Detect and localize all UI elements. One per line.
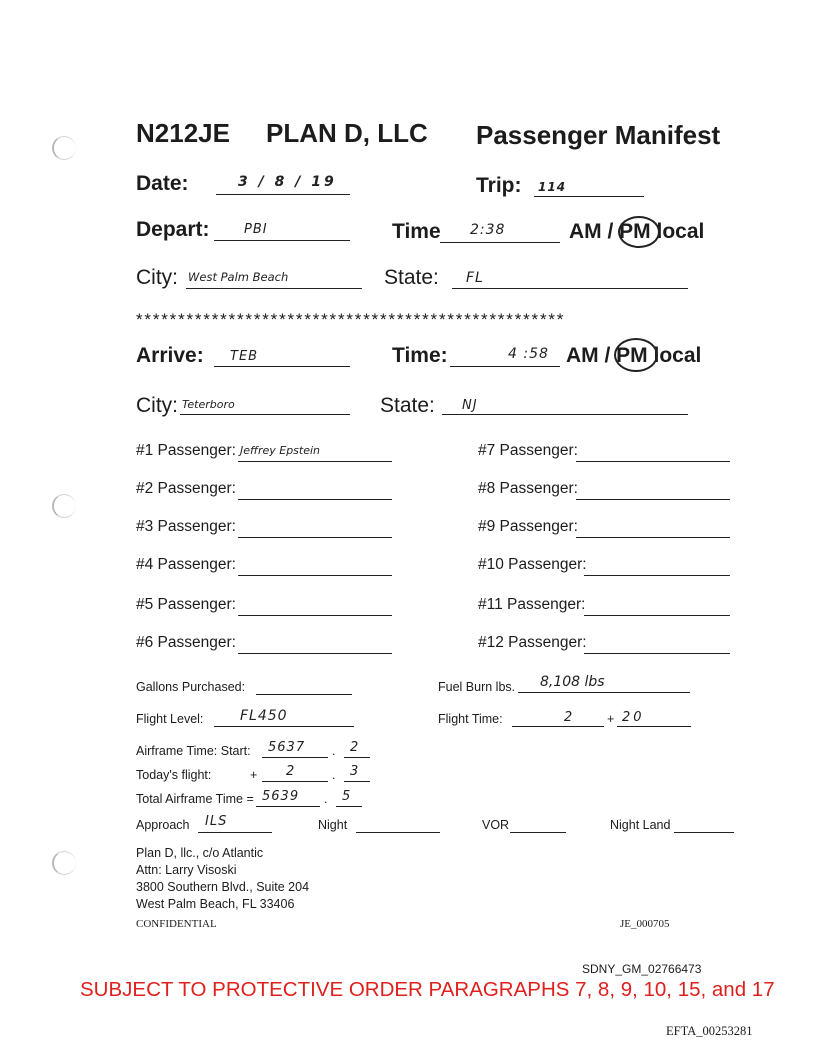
fuel-burn-value: 8,108 lbs [540, 674, 605, 690]
passenger-5-label: #5 Passenger: [136, 596, 236, 613]
depart-pm-circle [618, 216, 660, 248]
arrive-state-value: NJ [462, 398, 478, 413]
company-name: PLAN D, LLC [266, 118, 428, 148]
depart-ampm: AM / PM local [569, 220, 705, 243]
depart-time-label: Time [392, 220, 441, 243]
today-flight-value: 2 [286, 764, 296, 779]
fuel-burn-label: Fuel Burn lbs. [438, 680, 516, 694]
night-land-line [674, 832, 734, 833]
arrive-pm-circle [614, 338, 658, 372]
passenger-9-line [576, 537, 730, 538]
date-line [216, 194, 350, 195]
flight-level-label: Flight Level: [136, 712, 204, 726]
flight-time-minutes-line [617, 726, 691, 727]
passenger-9-label: #9 Passenger: [478, 518, 578, 535]
flight-time-hours-line [512, 726, 604, 727]
depart-time-value: 2:38 [470, 222, 506, 238]
depart-value: PBI [244, 222, 268, 237]
night-line [356, 832, 440, 833]
passenger-11-label: #11 Passenger: [478, 596, 586, 613]
address-line-2: Attn: Larry Visoski [136, 863, 237, 877]
trip-line [534, 196, 644, 197]
passenger-11-line [584, 615, 730, 616]
passenger-6-line [238, 653, 392, 654]
depart-state-line [452, 288, 688, 289]
approach-label: Approach [136, 818, 190, 832]
trip-value: 114 [538, 180, 567, 194]
fuel-burn-line [518, 692, 690, 693]
arrive-time-value: 4 :58 [508, 346, 549, 362]
passenger-3-line [238, 537, 392, 538]
punch-hole-top [52, 136, 76, 160]
arrive-state-line [442, 414, 688, 415]
passenger-7-label: #7 Passenger: [478, 442, 578, 459]
flight-level-line [214, 726, 354, 727]
depart-label: Depart: [136, 218, 210, 241]
vor-line [510, 832, 566, 833]
efta-number: EFTA_00253281 [666, 1024, 753, 1038]
depart-state-label: State: [384, 266, 439, 289]
passenger-1-value: Jeffrey Epstein [240, 444, 321, 457]
flight-time-plus: + [607, 712, 615, 726]
passenger-8-line [576, 499, 730, 500]
today-flight-dot: . [332, 768, 336, 782]
arrive-line [214, 366, 350, 367]
gallons-label: Gallons Purchased: [136, 680, 246, 694]
today-flight-line [262, 781, 328, 782]
total-airframe-decimal: 5 [342, 789, 352, 804]
night-label: Night [318, 818, 348, 832]
approach-line [198, 832, 272, 833]
passenger-1-label: #1 Passenger: [136, 442, 236, 459]
tail-number: N212JE [136, 118, 230, 148]
depart-state-value: FL [466, 270, 484, 286]
depart-time-line [440, 242, 560, 243]
arrive-state-label: State: [380, 394, 435, 417]
airframe-start-decimal: 2 [350, 740, 360, 755]
bates-number: JE_000705 [620, 918, 670, 930]
arrive-ampm: AM / PM local [566, 344, 702, 367]
passenger-3-label: #3 Passenger: [136, 518, 236, 535]
gallons-line [256, 694, 352, 695]
arrive-time-label: Time: [392, 344, 448, 367]
passenger-12-label: #12 Passenger: [478, 634, 587, 651]
arrive-city-value: Teterboro [182, 398, 235, 411]
airframe-start-decimal-line [344, 757, 370, 758]
protective-order-notice: SUBJECT TO PROTECTIVE ORDER PARAGRAPHS 7, 8, 9, 10, 15, and 17 [80, 978, 775, 1001]
sdny-number: SDNY_GM_02766473 [582, 962, 702, 976]
separator-asterisks: *************************************************** [136, 310, 566, 329]
address-line-3: 3800 Southern Blvd., Suite 204 [136, 880, 310, 894]
total-airframe-decimal-line [336, 806, 362, 807]
punch-hole-bottom [52, 851, 76, 875]
page-title: Passenger Manifest [476, 120, 721, 150]
airframe-start-line [262, 757, 328, 758]
passenger-10-label: #10 Passenger: [478, 556, 587, 573]
passenger-6-label: #6 Passenger: [136, 634, 236, 651]
night-land-label: Night Land [610, 818, 671, 832]
flight-time-hours: 2 [564, 710, 574, 725]
depart-city-value: West Palm Beach [188, 270, 289, 284]
passenger-10-line [584, 575, 730, 576]
airframe-start-dot: . [332, 744, 336, 758]
today-flight-decimal: 3 [350, 764, 360, 779]
today-flight-label: Today's flight: [136, 768, 212, 782]
passenger-4-label: #4 Passenger: [136, 556, 236, 573]
flight-level-value: FL450 [240, 708, 288, 724]
total-airframe-dot: . [324, 792, 328, 806]
arrive-value: TEB [230, 349, 259, 364]
flight-time-label: Flight Time: [438, 712, 503, 726]
passenger-12-line [584, 653, 730, 654]
passenger-4-line [238, 575, 392, 576]
flight-time-minutes: 20 [622, 710, 645, 725]
passenger-2-label: #2 Passenger: [136, 480, 236, 497]
trip-label: Trip: [476, 174, 522, 197]
passenger-1-line [238, 461, 392, 462]
total-airframe-label: Total Airframe Time = [136, 792, 254, 806]
arrive-city-label: City: [136, 394, 178, 417]
arrive-label: Arrive: [136, 344, 204, 367]
passenger-2-line [238, 499, 392, 500]
punch-hole-middle [52, 494, 76, 518]
passenger-8-label: #8 Passenger: [478, 480, 578, 497]
total-airframe-line [256, 806, 320, 807]
vor-label: VOR [482, 818, 510, 832]
today-flight-decimal-line [344, 781, 370, 782]
depart-line [214, 240, 350, 241]
total-airframe-value: 5639 [262, 789, 300, 804]
passenger-7-line [576, 461, 730, 462]
arrive-time-line [450, 366, 560, 367]
airframe-start-label: Airframe Time: Start: [136, 744, 251, 758]
confidential-stamp: CONFIDENTIAL [136, 918, 217, 930]
passenger-5-line [238, 615, 392, 616]
address-line-4: West Palm Beach, FL 33406 [136, 897, 295, 911]
depart-city-line [186, 288, 362, 289]
airframe-start-value: 5637 [268, 740, 306, 755]
address-line-1: Plan D, llc., c/o Atlantic [136, 846, 264, 860]
today-flight-plus: + [250, 768, 258, 782]
arrive-city-line [180, 414, 350, 415]
date-value: 3 / 8 / 19 [238, 174, 337, 190]
date-label: Date: [136, 172, 189, 195]
approach-value: ILS [205, 814, 228, 829]
depart-city-label: City: [136, 266, 178, 289]
